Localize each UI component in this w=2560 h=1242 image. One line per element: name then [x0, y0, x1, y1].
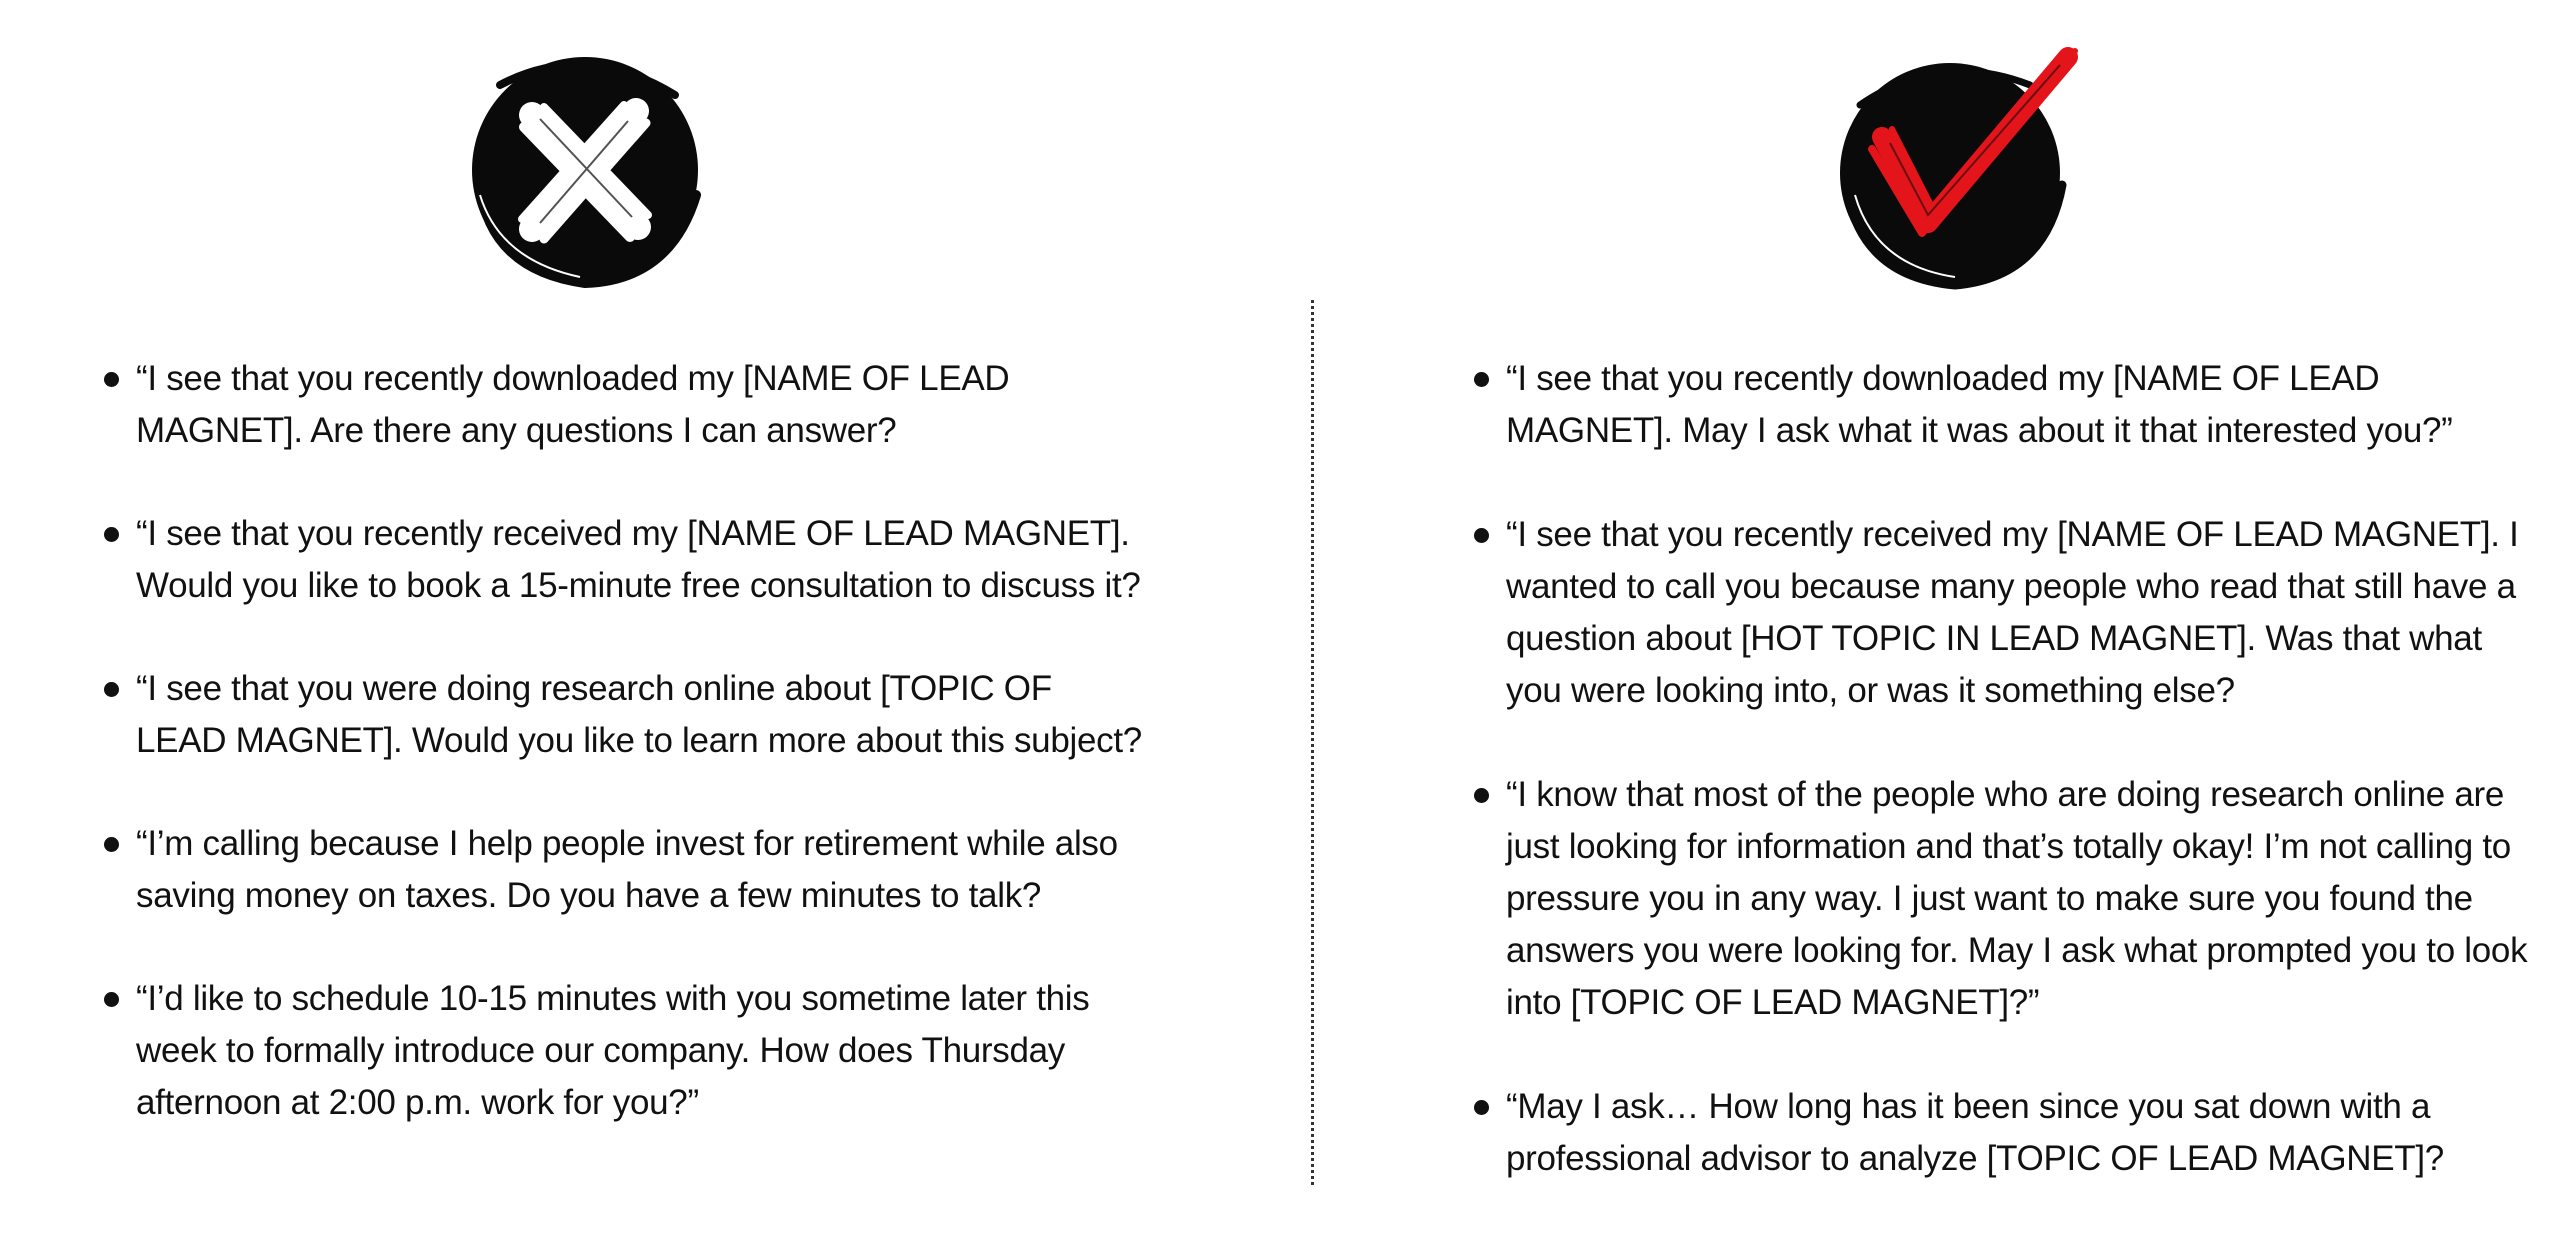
dont-phrase-list	[100, 353, 1150, 1180]
do-column	[1330, 0, 2560, 1242]
list-item: “May I ask… How long has it been since you sat down with a professional advisor to analyze [TOPIC OF LEAD MAGNET]?	[1470, 1081, 2540, 1185]
do-phrase-list	[1470, 353, 2540, 1237]
list-item: “I’d like to schedule 10-15 minutes with you sometime later this week to formally introduce our company. How does Thursday afternoon at 2:00 p.m. work for you?”	[100, 973, 1150, 1129]
list-item: “I see that you were doing research online about [TOPIC OF LEAD MAGNET]. Would you like to learn more about this subject?	[100, 663, 1150, 767]
list-item: “I know that most of the people who are doing research online are just looking for information and that’s totally okay! I’m not calling to pressure you in any way. I just want to make sure you found the answers you were looking for. May I ask what prompted you to look into [TOPIC OF LEAD MAGNET]?”	[1470, 769, 2540, 1029]
list-item: “I see that you recently received my [NAME OF LEAD MAGNET]. Would you like to book a 15-minute free consultation to discuss it?	[100, 508, 1150, 612]
dotted-divider	[1311, 300, 1314, 1185]
x-mark-icon	[460, 45, 710, 295]
list-item: “I’m calling because I help people invest for retirement while also saving money on taxes. Do you have a few minutes to talk?	[100, 818, 1150, 922]
list-item: “I see that you recently received my [NAME OF LEAD MAGNET]. I wanted to call you because many people who read that still have a question about [HOT TOPIC IN LEAD MAGNET]. Was that what you were looking into, or was it something else?	[1470, 509, 2540, 717]
check-mark-icon	[1830, 45, 2080, 295]
list-item: “I see that you recently downloaded my [NAME OF LEAD MAGNET]. Are there any questions I can answer?	[100, 353, 1150, 457]
list-item: “I see that you recently downloaded my [NAME OF LEAD MAGNET]. May I ask what it was about it that interested you?”	[1470, 353, 2540, 457]
